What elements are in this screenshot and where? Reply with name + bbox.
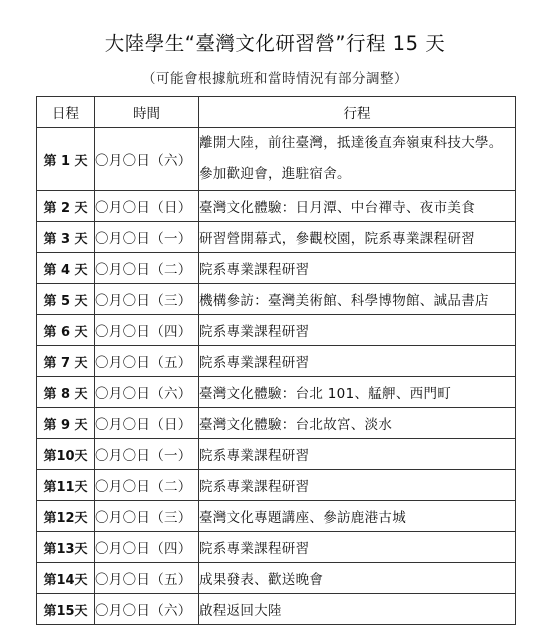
date-cell: 〇月〇日（一）: [95, 439, 199, 470]
activity-cell: 成果發表、歡送晚會: [199, 563, 516, 594]
date-cell: 〇月〇日（四）: [95, 532, 199, 563]
table-row: [37, 532, 516, 563]
date-cell: 〇月〇日（五）: [95, 346, 199, 377]
activity-cell: 臺灣文化體驗：台北 101、艋舺、西門町: [199, 377, 516, 408]
day-cell: 第 3 天: [37, 222, 95, 253]
day-cell: 第 6 天: [37, 315, 95, 346]
table-row: [37, 222, 516, 253]
activity-cell: 臺灣文化體驗：台北故宮、淡水: [199, 408, 516, 439]
day-cell: 第13天: [37, 532, 95, 563]
table-row: [37, 408, 516, 439]
table-header-row: [37, 97, 516, 128]
activity-cell: 院系專業課程研習: [199, 470, 516, 501]
header-day: 日程: [37, 97, 95, 128]
day-cell: 第15天: [37, 594, 95, 625]
date-cell: 〇月〇日（日）: [95, 191, 199, 222]
activity-cell: 院系專業課程研習: [199, 439, 516, 470]
date-cell: 〇月〇日（一）: [95, 222, 199, 253]
date-cell: 〇月〇日（日）: [95, 408, 199, 439]
date-cell: 〇月〇日（二）: [95, 470, 199, 501]
activity-cell: 臺灣文化體驗：日月潭、中台禪寺、夜市美食: [199, 191, 516, 222]
day-cell: 第14天: [37, 563, 95, 594]
day-cell: 第 7 天: [37, 346, 95, 377]
day-cell: 第 5 天: [37, 284, 95, 315]
date-cell: 〇月〇日（六）: [95, 128, 199, 191]
date-cell: 〇月〇日（三）: [95, 501, 199, 532]
activity-cell: 機構參訪：臺灣美術館、科學博物館、誠品書店: [199, 284, 516, 315]
day-cell: 第11天: [37, 470, 95, 501]
date-cell: 〇月〇日（五）: [95, 563, 199, 594]
table-row: [37, 594, 516, 625]
date-cell: 〇月〇日（六）: [95, 377, 199, 408]
day-cell: 第 2 天: [37, 191, 95, 222]
document-title: 大陸學生“臺灣文化研習營”行程 15 天: [104, 32, 446, 55]
document-subtitle: （可能會根據航班和當時情況有部分調整）: [142, 71, 408, 87]
header-itinerary: 行程: [199, 97, 516, 128]
table-row: [37, 439, 516, 470]
date-cell: 〇月〇日（三）: [95, 284, 199, 315]
table-row: [37, 377, 516, 408]
day-cell: 第10天: [37, 439, 95, 470]
activity-cell: 院系專業課程研習: [199, 315, 516, 346]
date-cell: 〇月〇日（四）: [95, 315, 199, 346]
schedule-table: [36, 96, 516, 625]
header-time: 時間: [95, 97, 199, 128]
activity-line: 參加歡迎會，進駐宿舍。: [199, 166, 351, 182]
table-row: [37, 253, 516, 284]
table-row: [37, 501, 516, 532]
activity-line: 離開大陸，前往臺灣，抵達後直奔嶺東科技大學。: [199, 135, 503, 151]
table-row: [37, 128, 516, 191]
day-cell: 第 1 天: [37, 128, 95, 191]
activity-cell: 院系專業課程研習: [199, 253, 516, 284]
activity-cell: 院系專業課程研習: [199, 346, 516, 377]
day-cell: 第 4 天: [37, 253, 95, 284]
day-cell: 第 9 天: [37, 408, 95, 439]
activity-cell: 臺灣文化專題講座、參訪鹿港古城: [199, 501, 516, 532]
activity-cell: 啟程返回大陸: [199, 594, 516, 625]
activity-cell: 研習營開幕式，參觀校園，院系專業課程研習: [199, 222, 516, 253]
activity-cell: [199, 128, 516, 191]
table-row: [37, 191, 516, 222]
day-cell: 第12天: [37, 501, 95, 532]
day-cell: 第 8 天: [37, 377, 95, 408]
table-row: [37, 470, 516, 501]
table-row: [37, 563, 516, 594]
table-row: [37, 346, 516, 377]
date-cell: 〇月〇日（二）: [95, 253, 199, 284]
activity-cell: 院系專業課程研習: [199, 532, 516, 563]
table-row: [37, 284, 516, 315]
date-cell: 〇月〇日（六）: [95, 594, 199, 625]
table-row: [37, 315, 516, 346]
